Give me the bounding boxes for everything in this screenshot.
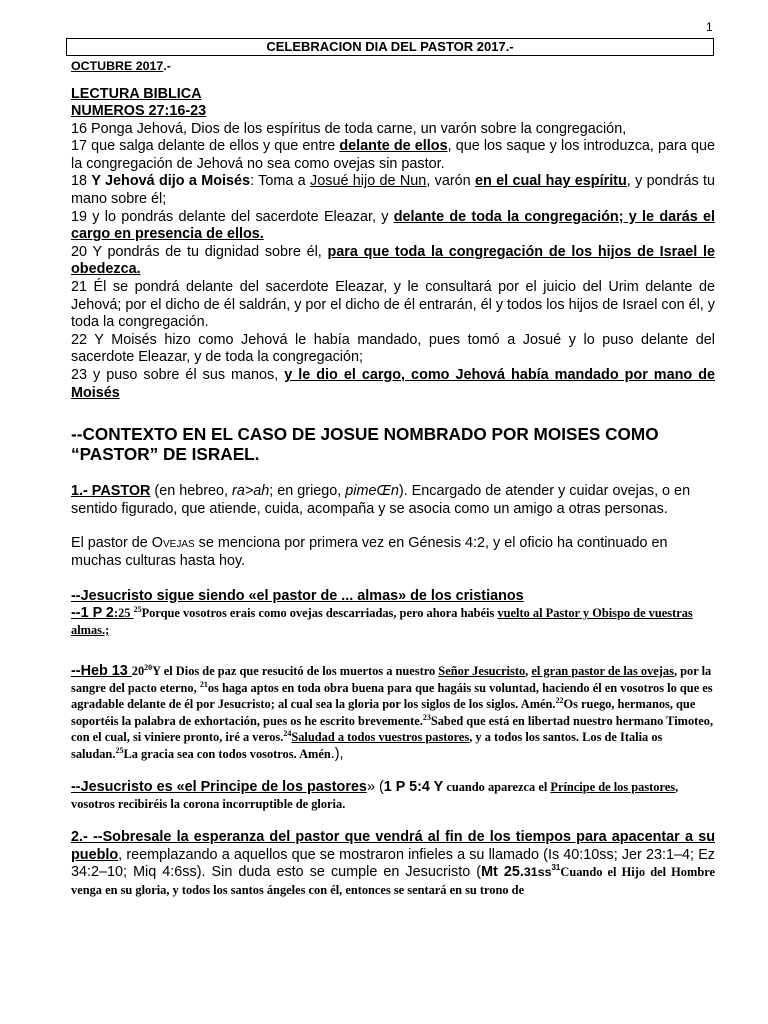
verse-19: 19 y lo pondrás delante del sacerdote Eleazar, y delante de toda la congregación; y le darás el cargo en presencia de ellos.: [71, 208, 715, 243]
lectura-heading: LECTURA BIBLICA: [71, 85, 202, 102]
section-2-esperanza: 2.- --Sobresale la esperanza del pastor que vendrá al fin de los tiempos para apacentar a su pueblo, reemplazando a aquellos que se mostraron infieles a su llamado (Is 40:10ss; Jer 23:1–4; Ez 34:2–10; Miq 4:6ss). Sin duda esto se cumple en Jesucristo (Mt $25.31ss^{31}Cuando$ el Hijo del Hombre venga en su gloria, y todos los santos ángeles con él, entonces se sentará en su trono de: [71, 829, 715, 897]
verse-16: 16 Ponga Jehová, Dios de los espíritus de toda carne, un varón sobre la congregación,: [71, 120, 627, 137]
verse-18: 18 Y Jehová dijo a Moisés: Toma a Josué hijo de Nun, varón en el cual hay espíritu, y pondrás tu mano sobre él;: [71, 173, 716, 208]
contexto-heading: --CONTEXTO EN EL CASO DE JOSUE NOMBRADO POR MOISES COMO “PASTOR” DE ISRAEL.: [71, 424, 659, 465]
reference-heading: NUMEROS 27:16-23: [71, 103, 207, 120]
section-1-pastor: 1.- PASTOR (en hebreo, ra>ah; en griego, pimeŒn). Encargado de atender y cuidar ovejas, o en sentido figurado, que atiende, cuida, acompaña y se asocia como un amigo a otras personas.: [71, 483, 691, 517]
verse-20: 20 Y pondrás de tu dignidad sobre él, para que toda la congregación de los hijos de Israel le obedezca.: [71, 243, 716, 278]
verse-21: 21 Él se pondrá delante del sacerdote Eleazar, y le consultará por el juicio del Urim delante de Jehová; por el dicho de él saldrán, y por el dicho de él entrarán, él y todos los hijos de Israel con él, y toda la congregación.: [71, 279, 715, 331]
document-body: [71, 58, 715, 900]
date-line: OCTUBRE 2017.-: [71, 59, 171, 73]
document-title: CELEBRACION DIA DEL PASTOR 2017.-: [66, 38, 714, 56]
verse-23: 23 y puso sobre él sus manos, y le dio el cargo, como Jehová había mandado por mano de Moisés: [71, 367, 715, 401]
1-pedro-2-25: --1 P 2:25 $^{25}$Porque vosotros erais como ovejas descarriadas, pero ahora habéis vuelto al Pastor y Obispo de vuestras almas.;: [71, 605, 693, 637]
page-number: 1: [706, 20, 713, 34]
pastor-ovejas-paragraph: El pastor de Ovejas se menciona por primera vez en Génesis 4:2, y el oficio ha continuado en muchas culturas hasta hoy.: [71, 535, 668, 569]
hebreos-13: --Heb 13 $20^{20}Y$ el Dios de paz que resucitó de los muertos a nuestro Señor Jesucristo, el gran pastor de las ovejas, por la sangre del pacto eterno, $^{21}$os haga aptos en toda obra buena para que hagáis su voluntad, haciendo él en vosotros lo que es agradable delante de él por Jesucristo; al cual sea la gloria por los siglos de los siglos. Amén.$^{22}$Os ruego, hermanos, que soportéis la palabra de exhortación, pues os he escrito brevemente.$^{23}$Sabed que está en libertad nuestro hermano Timoteo, con el cual, si viniere pronto, iré a veros.$^{24}$Saludad a todos vuestros pastores, y a todos los santos. Los de Italia os saludan.$^{25}$La gracia sea con todos vosotros. Amén.),: [71, 663, 714, 762]
verse-22: 22 Y Moisés hizo como Jehová le había mandado, pues tomó a Josué y lo puso delante del sacerdote Eleazar, y de toda la congregación;: [71, 331, 715, 366]
jesucristo-pastor-heading: --Jesucristo sigue siendo «el pastor de ... almas» de los cristianos: [71, 587, 524, 604]
verse-17: 17 que salga delante de ellos y que entre delante de ellos, que los saque y los introduzca, para que la congregación de Jehová no sea como ovejas sin pastor.: [71, 138, 715, 172]
jesucristo-principe-line: --Jesucristo es «el Principe de los pastores» (1 P 5:4 Y cuando aparezca el Príncipe de los pastores, vosotros recibiréis la corona incorruptible de gloria.: [71, 779, 679, 811]
date: OCTUBRE 2017: [71, 59, 164, 73]
